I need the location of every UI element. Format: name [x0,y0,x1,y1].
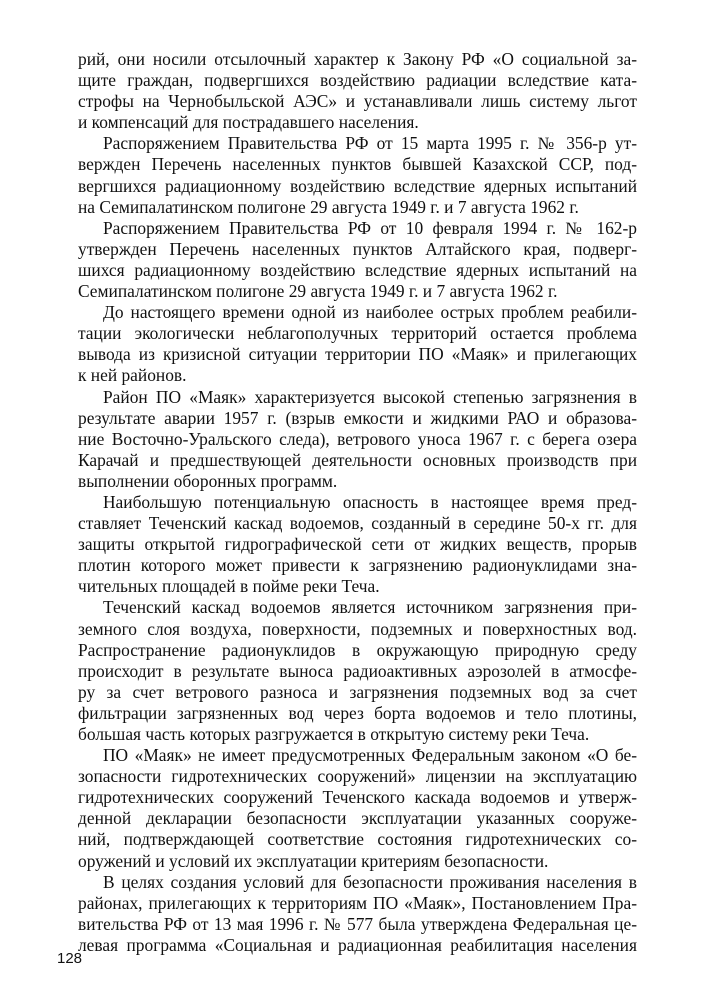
text-line: шихся радиационному воздействию вследствие ядерных испытаний на [78,259,637,280]
text-line: на Семипалатинском полигоне 29 августа 1949 г. и 7 августа 1962 г. [78,196,579,217]
text-line: чительных площадей в пойме реки Теча. [78,576,380,597]
paragraph [78,745,637,872]
paragraph [78,49,637,133]
text-line: и компенсаций для пострадавшего населения. [78,112,419,133]
text-line: земного слоя воздуха, поверхности, подземных и поверхностных вод. [78,618,637,639]
text-line: вержден Перечень населенных пунктов бывшей Казахской ССР, под- [78,154,637,175]
text-line: Семипалатинском полигоне 29 августа 1949 г. и 7 августа 1962 г. [78,281,558,302]
text-line: Карачай и предшествующей деятельности основных производств при [78,449,637,470]
paragraph [78,302,637,386]
text-line: плотин которого может привести к загрязнению радионуклидами зна- [78,555,637,576]
text-line: к ней районов. [78,365,187,386]
text-line: происходит в результате выноса радиоактивных аэрозолей в атмосфе- [78,660,637,681]
text-line: В целях создания условий для безопасности проживания населения в [103,871,637,892]
text-line: щите граждан, подвергшихся воздействию радиации вследствие ката- [78,70,637,91]
text-line: строфы на Чернобыльской АЭС» и устанавливали лишь систему льгот [78,91,637,112]
text-line: Распоряжением Правительства РФ от 15 марта 1995 г. № 356-р ут- [103,133,637,154]
text-line: вительства РФ от 13 мая 1996 г. № 577 была утверждена Федеральная це- [78,913,637,934]
text-line: левая программа «Социальная и радиационная реабилитация населения [78,934,637,955]
text-line: районах, прилегающих к территориям ПО «Маяк», Постановлением Пра- [78,892,637,913]
text-line: утвержден Перечень населенных пунктов Алтайского края, подверг- [78,238,637,259]
text-line: зопасности гидротехнических сооружений» лицензии на эксплуатацию [78,766,637,787]
paragraph [78,133,637,217]
text-line: Наибольшую потенциальную опасность в настоящее время пред- [103,491,637,512]
paragraph [78,387,637,492]
paragraph [78,872,637,956]
text-line: рий, они носили отсылочный характер к Закону РФ «О социальной за- [78,49,637,69]
paragraph [78,492,637,597]
text-line: денной декларации безопасности эксплуатации указанных сооруже- [78,808,637,829]
text-line: тации экологически неблагополучных территорий остается проблема [78,323,637,344]
text-line: защиты открытой гидрографической сети от жидких веществ, прорыв [78,534,637,555]
text-line: вергшихся радиационному воздействию вследствие ядерных испытаний [78,175,637,196]
paragraph [78,218,637,302]
text-line: фильтрации загрязненных вод через борта водоемов и тело плотины, [78,702,637,723]
text-line: ру за счет ветрового разноса и загрязнения подземных вод за счет [78,681,637,702]
text-line: гидротехнических сооружений Теченского каскада водоемов и утверж- [78,787,637,808]
text-line: оружений и условий их эксплуатации критериям безопасности. [78,850,549,871]
text-line: ставляет Теченский каскад водоемов, созданный в середине 50-х гг. для [78,513,637,534]
text-line: ний, подтверждающей соответствие состояния гидротехнических со- [78,829,637,850]
text-line: Теченский каскад водоемов является источником загрязнения при- [103,597,637,618]
paragraph [78,597,637,745]
text-line: ПО «Маяк» не имеет предусмотренных Федеральным законом «О бе- [103,745,637,766]
page-number: 128 [57,950,83,967]
text-line: вывода из кризисной ситуации территории ПО «Маяк» и прилегающих [78,344,637,365]
text-line: большая часть которых разгружается в открытую систему реки Теча. [78,724,590,744]
text-line: Район ПО «Маяк» характеризуется высокой степенью загрязнения в [103,386,637,407]
text-line: выполнении оборонных программ. [78,470,338,491]
page-body [78,49,637,956]
text-line: результате аварии 1957 г. (взрыв емкости и жидкими РАО и образова- [78,407,637,428]
text-line: Распространение радионуклидов в окружающую природную среду [78,639,637,660]
text-line: Распоряжением Правительства РФ от 10 февраля 1994 г. № 162-р [103,217,637,238]
text-line: До настоящего времени одной из наиболее острых проблем реабили- [103,302,637,323]
text-line: ние Восточно-Уральского следа), ветрового уноса 1967 г. с берега озера [78,428,637,449]
